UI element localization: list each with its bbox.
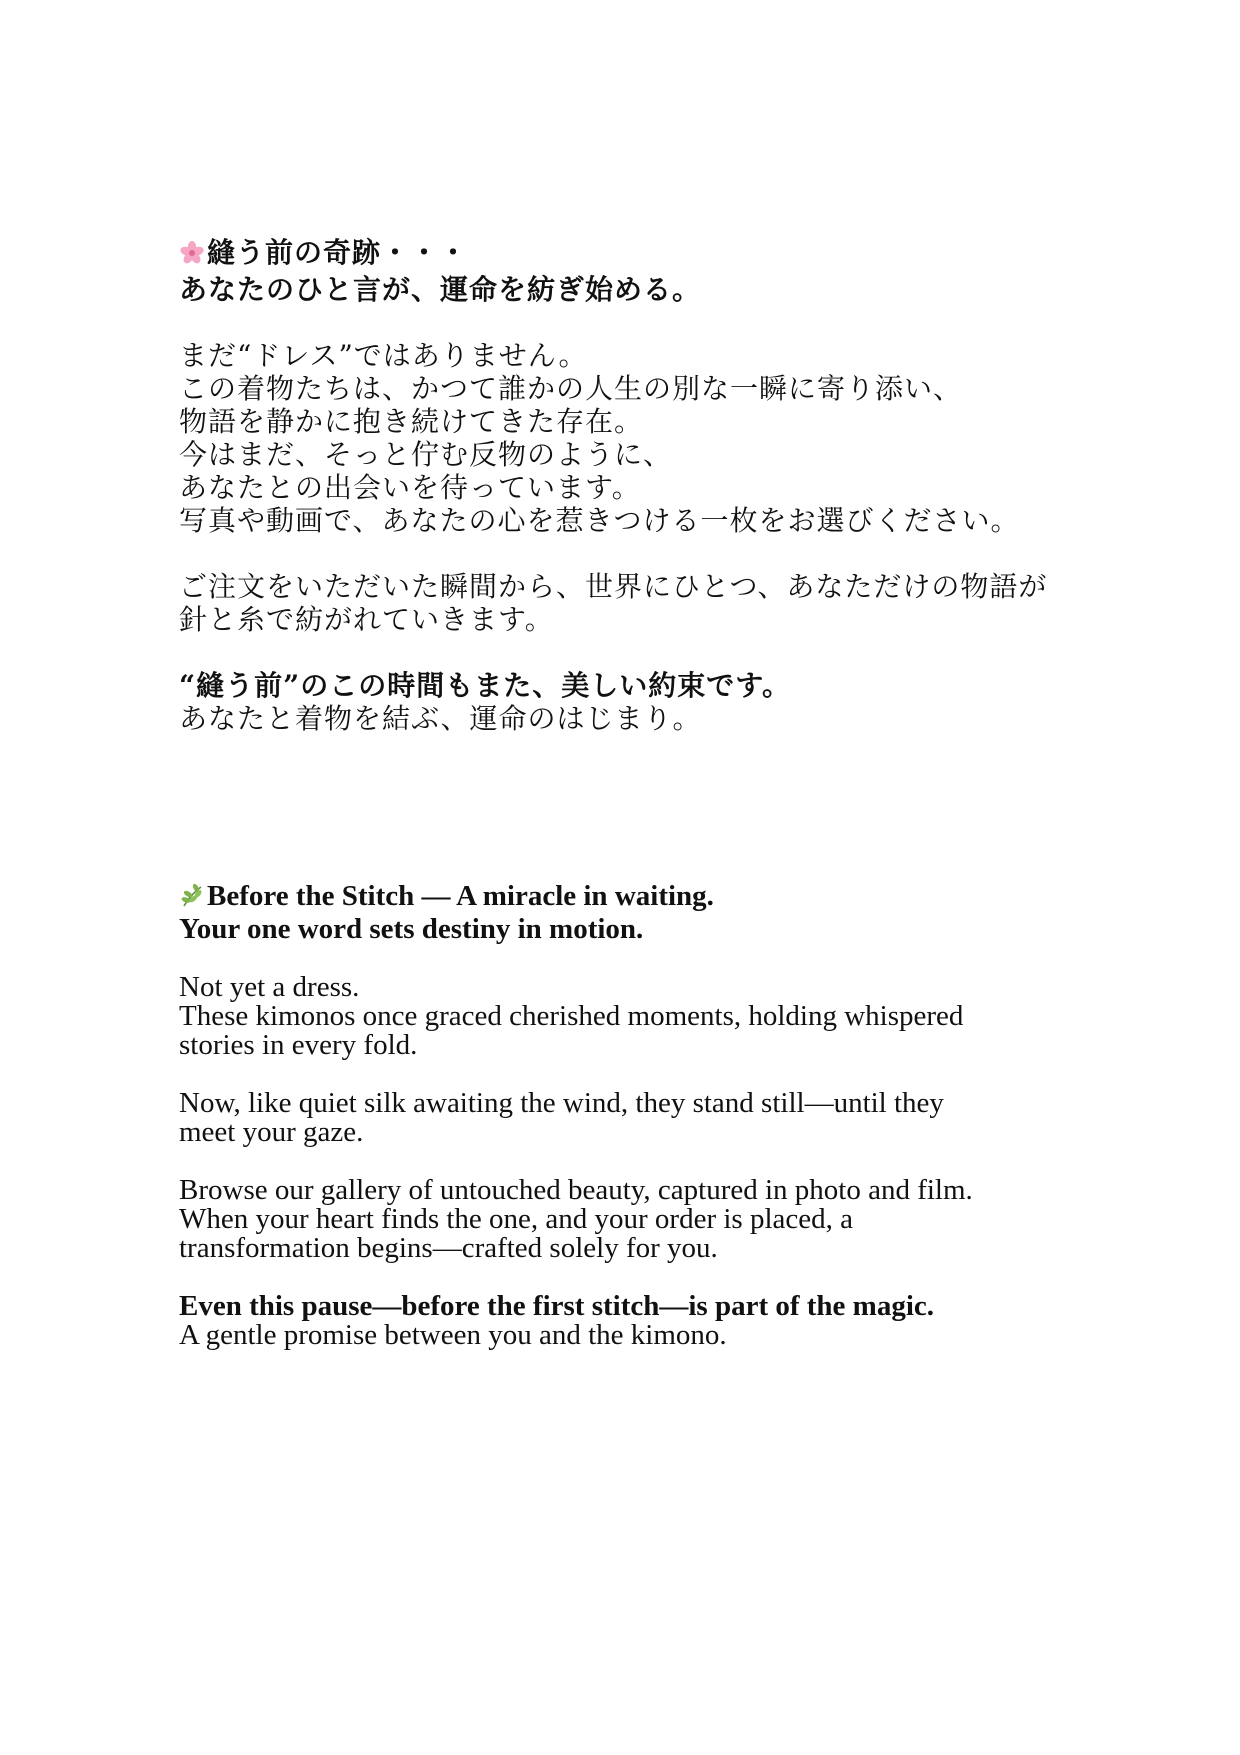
cherry-blossom-icon: [179, 240, 205, 273]
english-paragraph-2: [179, 1089, 1079, 1147]
text-line: 針と糸で紡がれていきます。: [179, 603, 554, 636]
english-paragraph-3: [179, 1176, 1079, 1263]
herb-leaf-icon: [179, 883, 205, 915]
text-line: These kimonos once graced cherished moments, holding whispered: [179, 1000, 964, 1032]
text-line: 今はまだ、そっと佇む反物のように、: [179, 438, 673, 471]
japanese-closing-line: あなたと着物を結ぶ、運命のはじまり。: [179, 702, 702, 735]
text-line: Not yet a dress.: [179, 971, 360, 1003]
japanese-closing-bold-line: “縫う前”のこの時間もまた、美しい約束です。: [179, 669, 791, 702]
text-line: stories in every fold.: [179, 1029, 418, 1061]
text-line: ご注文をいただいた瞬間から、世界にひとつ、あなただけの物語が: [179, 570, 1048, 603]
text-line: meet your gaze.: [179, 1116, 364, 1148]
text-line: あなたとの出会いを待っています。: [179, 471, 641, 504]
english-heading-line1: Before the Stitch — A miracle in waiting.: [179, 882, 1079, 915]
english-heading-line2: Your one word sets destiny in motion.: [179, 913, 644, 945]
japanese-paragraph-2: [179, 570, 1079, 636]
text-line: まだ“ドレス”ではありません。: [179, 339, 588, 372]
english-paragraph-1: [179, 973, 1079, 1060]
japanese-heading-line2: あなたのひと言が、運命を紡ぎ始める。: [179, 273, 702, 306]
japanese-paragraph-1: [179, 339, 1079, 537]
text-line: Browse our gallery of untouched beauty, captured in photo and film.: [179, 1174, 973, 1206]
text-line: When your heart finds the one, and your order is placed, a: [179, 1203, 854, 1235]
japanese-closing: [179, 669, 1079, 735]
text-line: この着物たちは、かつて誰かの人生の別な一瞬に寄り添い、: [179, 372, 963, 405]
text-line: Now, like quiet silk awaiting the wind, they stand still—until they: [179, 1087, 944, 1119]
english-section: [179, 882, 1079, 1350]
english-closing: [179, 1292, 1079, 1350]
english-closing-bold-line: Even this pause—before the first stitch—is part of the magic.: [179, 1290, 935, 1322]
japanese-section: [179, 236, 1079, 735]
english-closing-line: A gentle promise between you and the kimono.: [179, 1319, 727, 1351]
text-line: 物語を静かに抱き続けてきた存在。: [179, 405, 644, 438]
japanese-heading-line1: 縫う前の奇跡・・・: [179, 236, 1079, 273]
text-line: 写真や動画で、あなたの心を惹きつける一枚をお選びください。: [179, 504, 1020, 537]
text-line: transformation begins—crafted solely for you.: [179, 1232, 718, 1264]
